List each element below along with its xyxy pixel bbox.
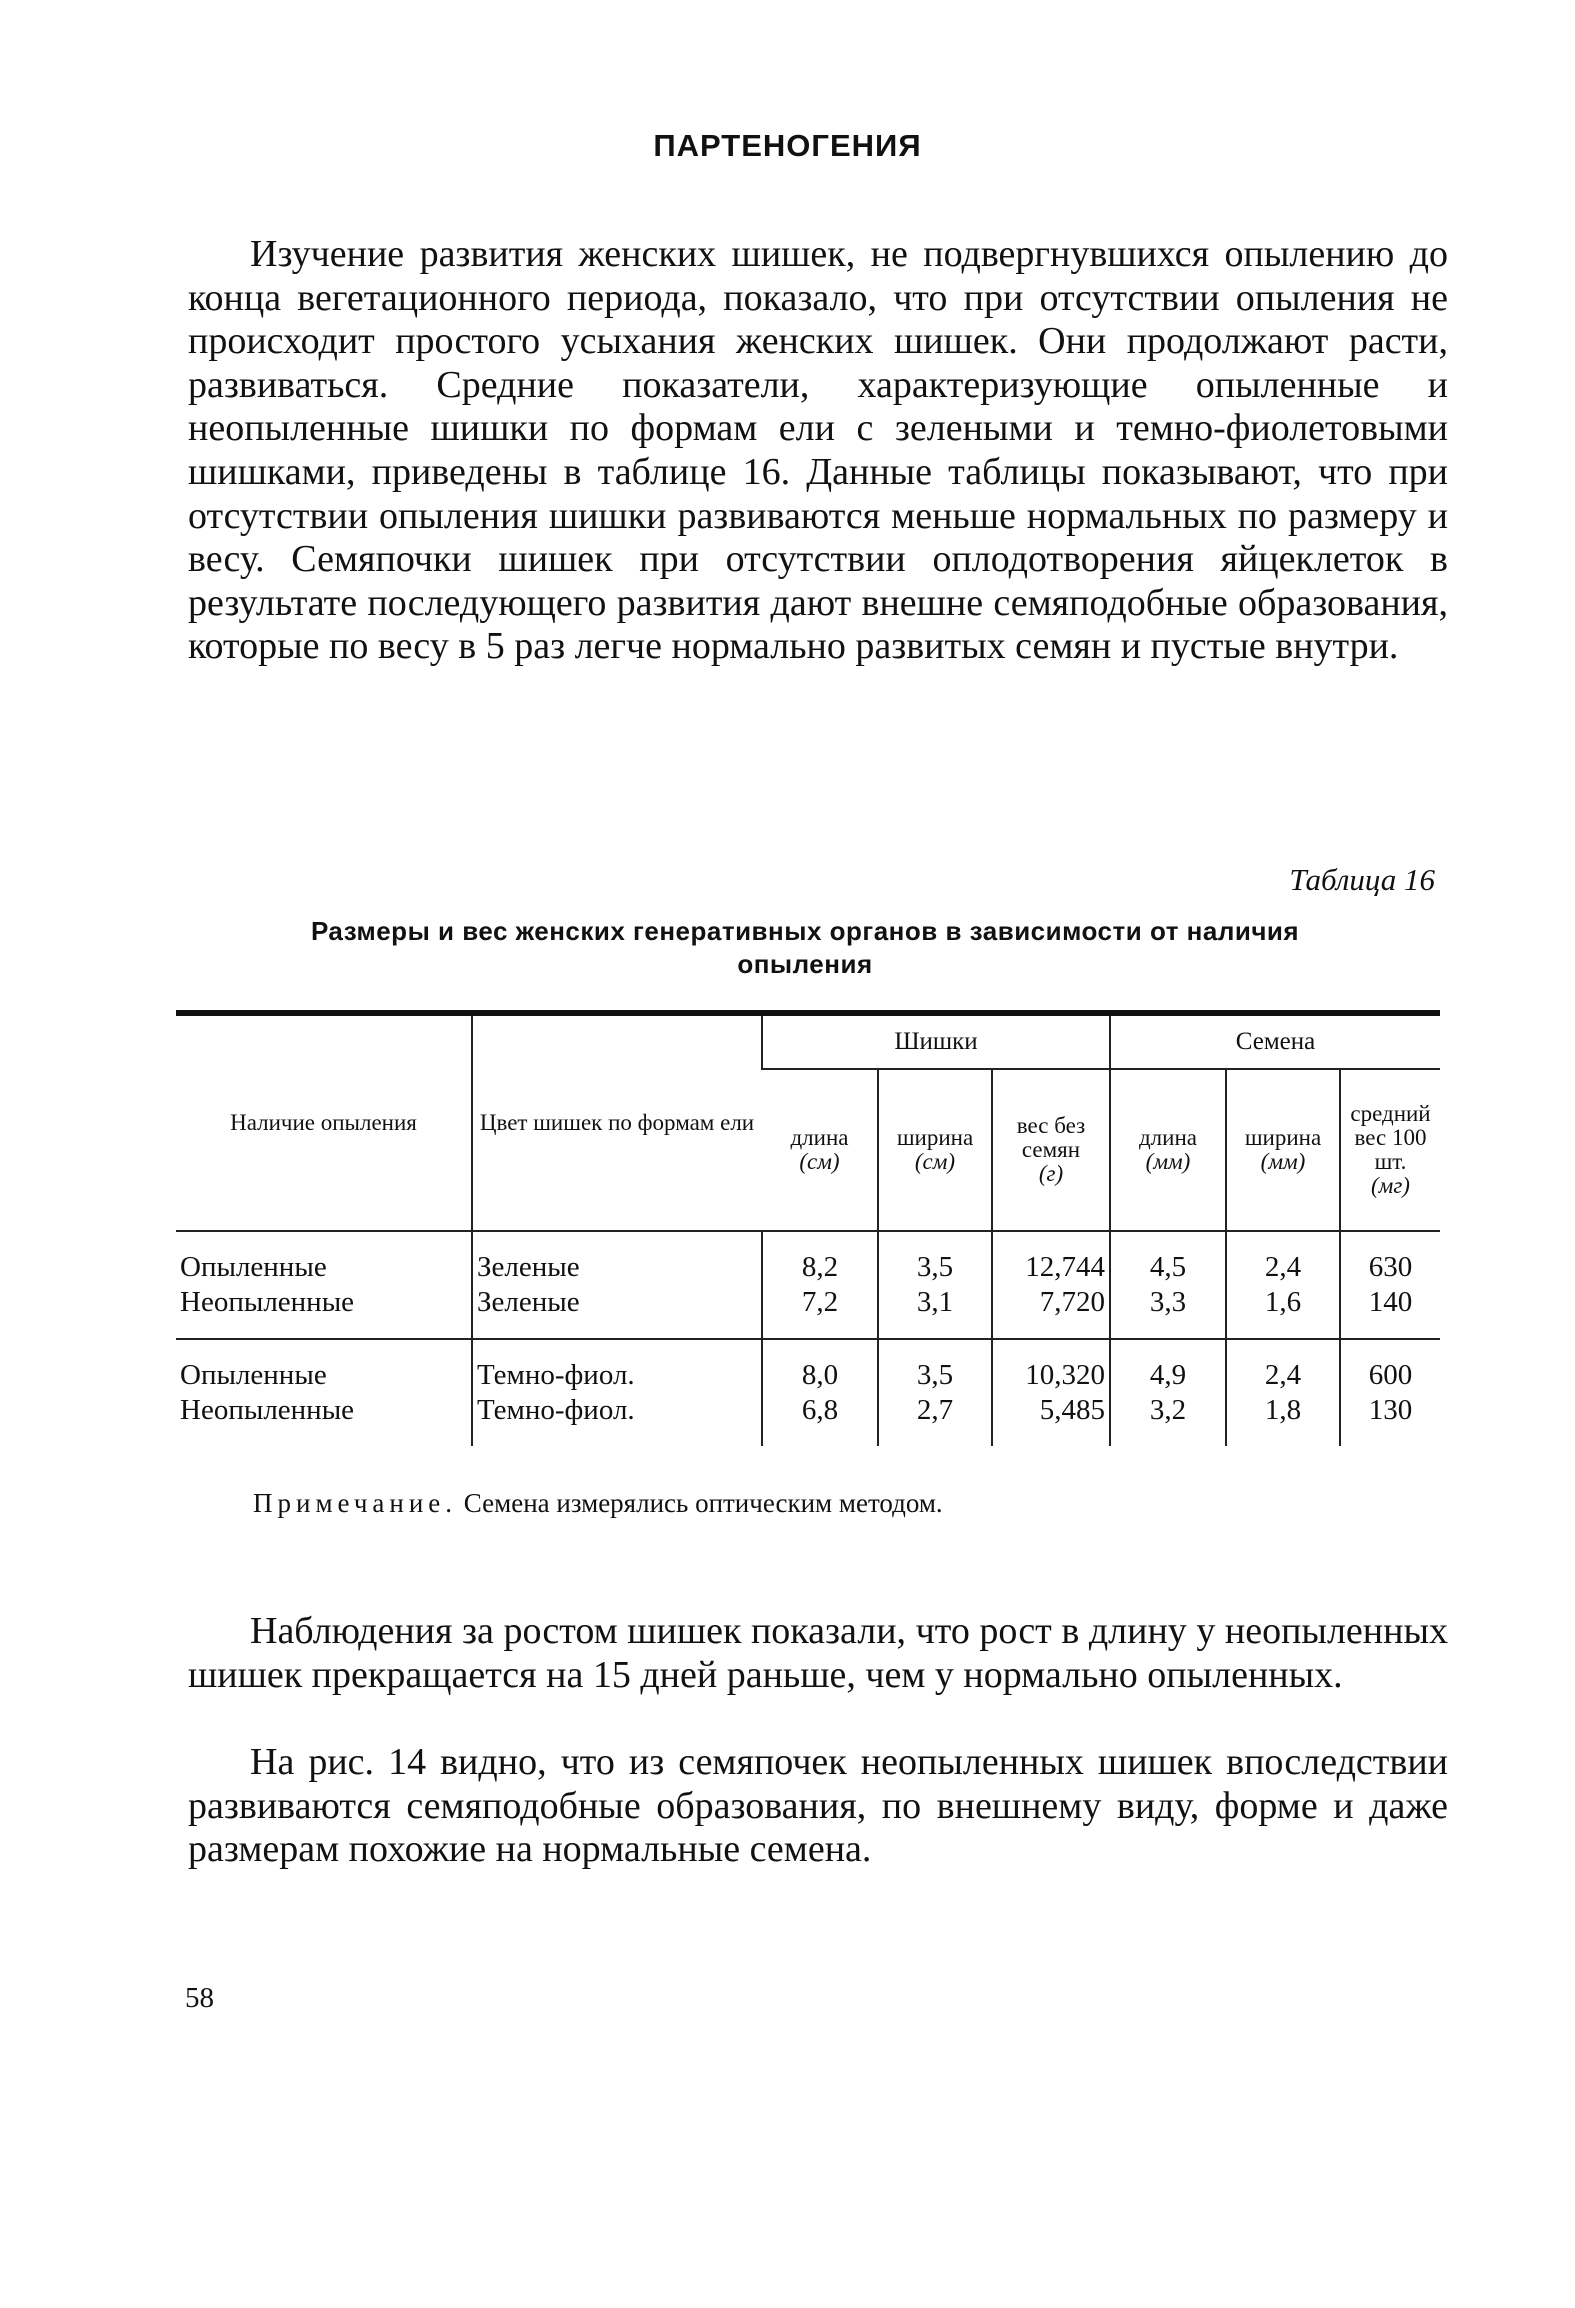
cell-cone-weight: 5,485 (992, 1393, 1110, 1446)
table-note (253, 1488, 943, 1519)
cell-cone-length: 8,2 (762, 1231, 878, 1285)
table-row (176, 1339, 1440, 1393)
cell-seed-length: 4,5 (1110, 1231, 1226, 1285)
cell-cone-width: 2,7 (878, 1393, 992, 1446)
cell-cone-length: 7,2 (762, 1285, 878, 1339)
cell-pollination: Опыленные (176, 1339, 472, 1393)
cell-cone-weight: 12,744 (992, 1231, 1110, 1285)
cell-pollination: Неопыленные (180, 1286, 355, 1318)
cell-seed-width: 1,6 (1226, 1285, 1340, 1339)
note-text: Семена измерялись оптическим методом. (463, 1488, 943, 1518)
cell-cone-weight: 7,720 (992, 1285, 1110, 1339)
intro-paragraph: Изучение развития женских шишек, не подвергнувшихся опылению до конца вегетационного периода, показало, что при отсутствии опыления не происходит простого усыхания женских шишек. Они продолжают расти, развиваться. Средние показатели, характеризующие опыленные и неопыленные шишки по формам ели с зелеными и темно-фиолетовыми шишками, приведены в таблице 16. Данные таблицы показывают, что при отсутствии опыления шишки развиваются меньше нормальных по размеру и весу. Семяпочки шишек при отсутствии оплодотворения яйцеклеток в результате последующего развития дают внешне семяподобные образования, которые по весу в 5 раз легче нормально развитых семян и пустые внутри. (188, 233, 1448, 668)
table-row (176, 1285, 1440, 1339)
cell-seed-length: 4,9 (1110, 1339, 1226, 1393)
cell-cone-weight: 10,320 (992, 1339, 1110, 1393)
cell-seed-weight: 600 (1340, 1339, 1440, 1393)
note-label: Примечание. (253, 1488, 458, 1518)
cell-seed-weight: 130 (1340, 1393, 1440, 1446)
observation-paragraph: Наблюдения за ростом шишек показали, что рост в длину у неопыленных шишек прекращается на 15 дней раньше, чем у нормально опыленных. (188, 1610, 1448, 1696)
table-row (176, 1393, 1440, 1446)
header-cone-color: Цвет шишек по формам ели (472, 1013, 762, 1231)
cell-seed-width: 2,4 (1226, 1339, 1340, 1393)
figure-reference-paragraph: На рис. 14 видно, что из семяпочек неопыленных шишек впоследствии развиваются семяподобные образования, по внешнему виду, форме и даже размерам похожие на нормальные семена. (188, 1741, 1448, 1871)
data-table (176, 1010, 1440, 1446)
cell-color: Зеленые (472, 1231, 762, 1285)
header-cone-width: ширина (см) (878, 1069, 992, 1231)
table-label: Таблица 16 (1289, 862, 1435, 897)
cell-seed-weight: 140 (1340, 1285, 1440, 1339)
cell-pollination: Опыленные (176, 1231, 472, 1285)
cell-color: Зеленые (472, 1285, 762, 1339)
header-cone-weight: вес без семян (г) (992, 1069, 1110, 1231)
cell-seed-length: 3,3 (1110, 1285, 1226, 1339)
header-seed-weight: средний вес 100 шт. (мг) (1340, 1069, 1440, 1231)
page-number: 58 (185, 1982, 214, 2014)
header-group-seeds: Семена (1110, 1013, 1440, 1069)
cell-color: Темно-фиол. (472, 1393, 762, 1446)
header-seed-width: ширина (мм) (1226, 1069, 1340, 1231)
cell-cone-width: 3,1 (878, 1285, 992, 1339)
section-heading: ПАРТЕНОГЕНИЯ (653, 128, 922, 163)
header-pollination: Наличие опыления (176, 1013, 472, 1231)
cell-color: Темно-фиол. (472, 1339, 762, 1393)
cell-cone-width: 3,5 (878, 1339, 992, 1393)
cell-pollination: Неопыленные (180, 1394, 355, 1426)
cell-seed-width: 2,4 (1226, 1231, 1340, 1285)
header-cone-length: длина (см) (762, 1069, 878, 1231)
header-group-cones: Шишки (762, 1013, 1110, 1069)
cell-seed-width: 1,8 (1226, 1393, 1340, 1446)
cell-cone-length: 8,0 (762, 1339, 878, 1393)
header-seed-length: длина (мм) (1110, 1069, 1226, 1231)
table-row (176, 1231, 1440, 1285)
cell-cone-width: 3,5 (878, 1231, 992, 1285)
cell-seed-length: 3,2 (1110, 1393, 1226, 1446)
cell-cone-length: 6,8 (762, 1393, 878, 1446)
cell-seed-weight: 630 (1340, 1231, 1440, 1285)
table-title: Размеры и вес женских генеративных органов в зависимости от наличия опыления (310, 916, 1300, 979)
